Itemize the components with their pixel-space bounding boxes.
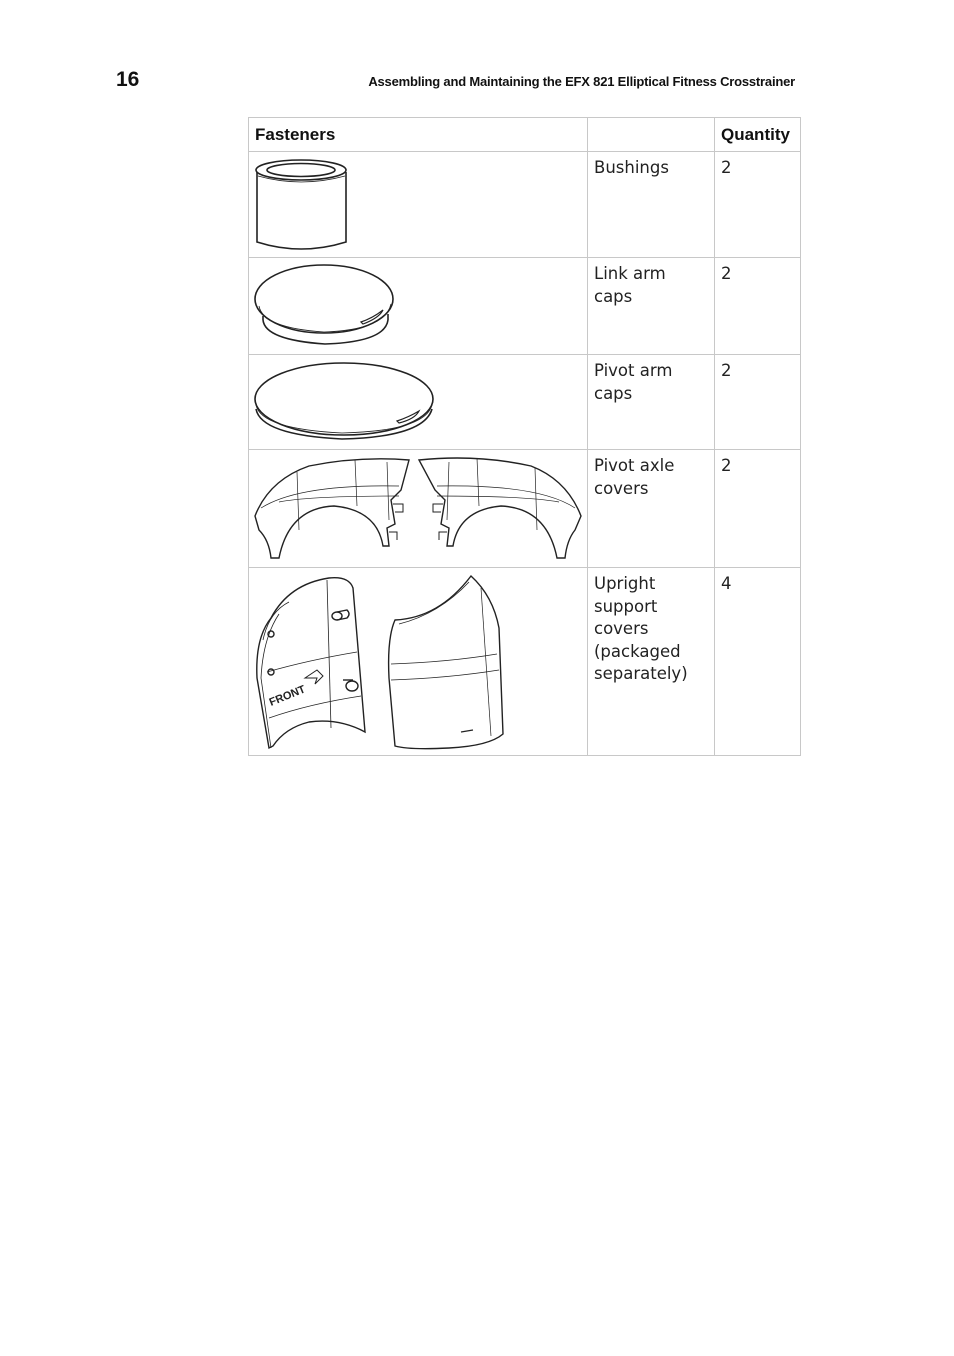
table-row xyxy=(249,258,801,355)
image-cell xyxy=(249,568,588,756)
description-cell: Pivot axle covers xyxy=(588,450,715,568)
pivot-arm-cap-illustration xyxy=(249,355,587,449)
table-row xyxy=(249,152,801,258)
quantity-cell: 2 xyxy=(715,450,801,568)
running-header: Assembling and Maintaining the EFX 821 Elliptical Fitness Crosstrainer xyxy=(368,74,795,89)
description-cell: Bushings xyxy=(588,152,715,258)
image-cell xyxy=(249,152,588,258)
table-row xyxy=(249,568,801,756)
table-header-row xyxy=(249,118,801,152)
header-fasteners: Fasteners xyxy=(249,118,588,152)
description-cell: Link arm caps xyxy=(588,258,715,355)
quantity-cell: 2 xyxy=(715,355,801,450)
bushing-illustration xyxy=(249,152,587,257)
header-quantity: Quantity xyxy=(715,118,801,152)
table-row xyxy=(249,355,801,450)
pivot-axle-covers-illustration xyxy=(249,450,587,567)
quantity-cell: 2 xyxy=(715,152,801,258)
parts-table xyxy=(248,117,801,756)
page-number: 16 xyxy=(116,68,140,91)
image-cell xyxy=(249,450,588,568)
description-cell: Pivot arm caps xyxy=(588,355,715,450)
front-label: FRONT xyxy=(267,683,308,709)
image-cell xyxy=(249,258,588,355)
description-cell: Upright support covers (packaged separately) xyxy=(588,568,715,756)
quantity-cell: 2 xyxy=(715,258,801,355)
image-cell xyxy=(249,355,588,450)
header-blank xyxy=(588,118,715,152)
quantity-cell: 4 xyxy=(715,568,801,756)
table-row xyxy=(249,450,801,568)
upright-support-covers-illustration xyxy=(249,568,587,755)
link-arm-cap-illustration xyxy=(249,258,587,354)
